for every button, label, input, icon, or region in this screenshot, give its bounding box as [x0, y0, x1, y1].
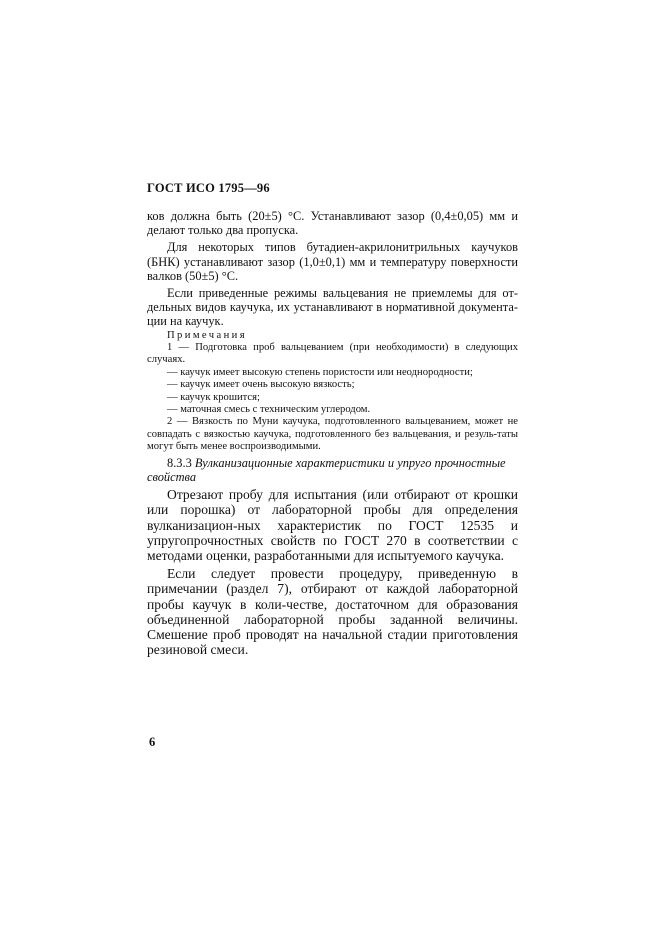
- document-header: ГОСТ ИСО 1795—96: [147, 181, 270, 195]
- paragraph-continuation: ков должна быть (20±5) °С. Устанавливают зазор (0,4±0,05) мм и делают только два пропуска.: [147, 209, 518, 238]
- paragraph-cut-sample: Отрезают пробу для испытания (или отбирают от крошки или порошка) от лабораторной пробы для определения вулканизацион-ных характеристик по ГОСТ 12535 и упругопрочностных свойств по ГОСТ 270 в соответствии с методами оценки, разработанными для испытуемого каучука.: [147, 487, 518, 563]
- note-1-item: — каучук крошится;: [167, 391, 260, 403]
- paragraph-procedure: Если следует провести процедуру, приведенную в примечании (раздел 7), отбирают от каждой лабораторной пробы каучук в коли-честве, достаточном для образования объединенной лабораторной пробы заданной величины. Смешение проб проводят на начальной стадии приготовления резиновой смеси.: [147, 566, 518, 658]
- note-1-item: — каучук имеет высокую степень пористости или неоднородности;: [167, 366, 473, 378]
- note-1-item: — каучук имеет очень высокую вязкость;: [167, 379, 355, 391]
- notes-title: Примечания: [167, 329, 247, 341]
- page-number: 6: [149, 735, 156, 749]
- paragraph-bnk: Для некоторых типов бутадиен-акрилонитрильных каучуков (БНК) устанавливают зазор (1,0±0,1) мм и температуру поверхности валков (50±5) °С.: [147, 240, 518, 283]
- document-body: [147, 209, 518, 657]
- section-title: Вулканизационные характеристики и упруго прочностные свойства: [147, 455, 506, 484]
- section-number: 8.3.3: [167, 455, 192, 470]
- note-1-item: — маточная смесь с техническим углеродом.: [167, 404, 371, 416]
- paragraph-modes: Если приведенные режимы вальцевания не приемлемы для от-дельных видов каучука, их устанавливают в нормативной документа-ции на каучук.: [147, 286, 518, 329]
- section-heading: [147, 456, 518, 484]
- note-1: 1 — Подготовка проб вальцеванием (при необходимости) в следующих случаях.: [147, 342, 518, 366]
- note-2: 2 — Вязкость по Муни каучука, подготовленного вальцеванием, может не совпадать с вязкостью каучука, подготовленного без вальцевания, и резуль-таты могут быть менее воспроизводимыми.: [147, 416, 518, 453]
